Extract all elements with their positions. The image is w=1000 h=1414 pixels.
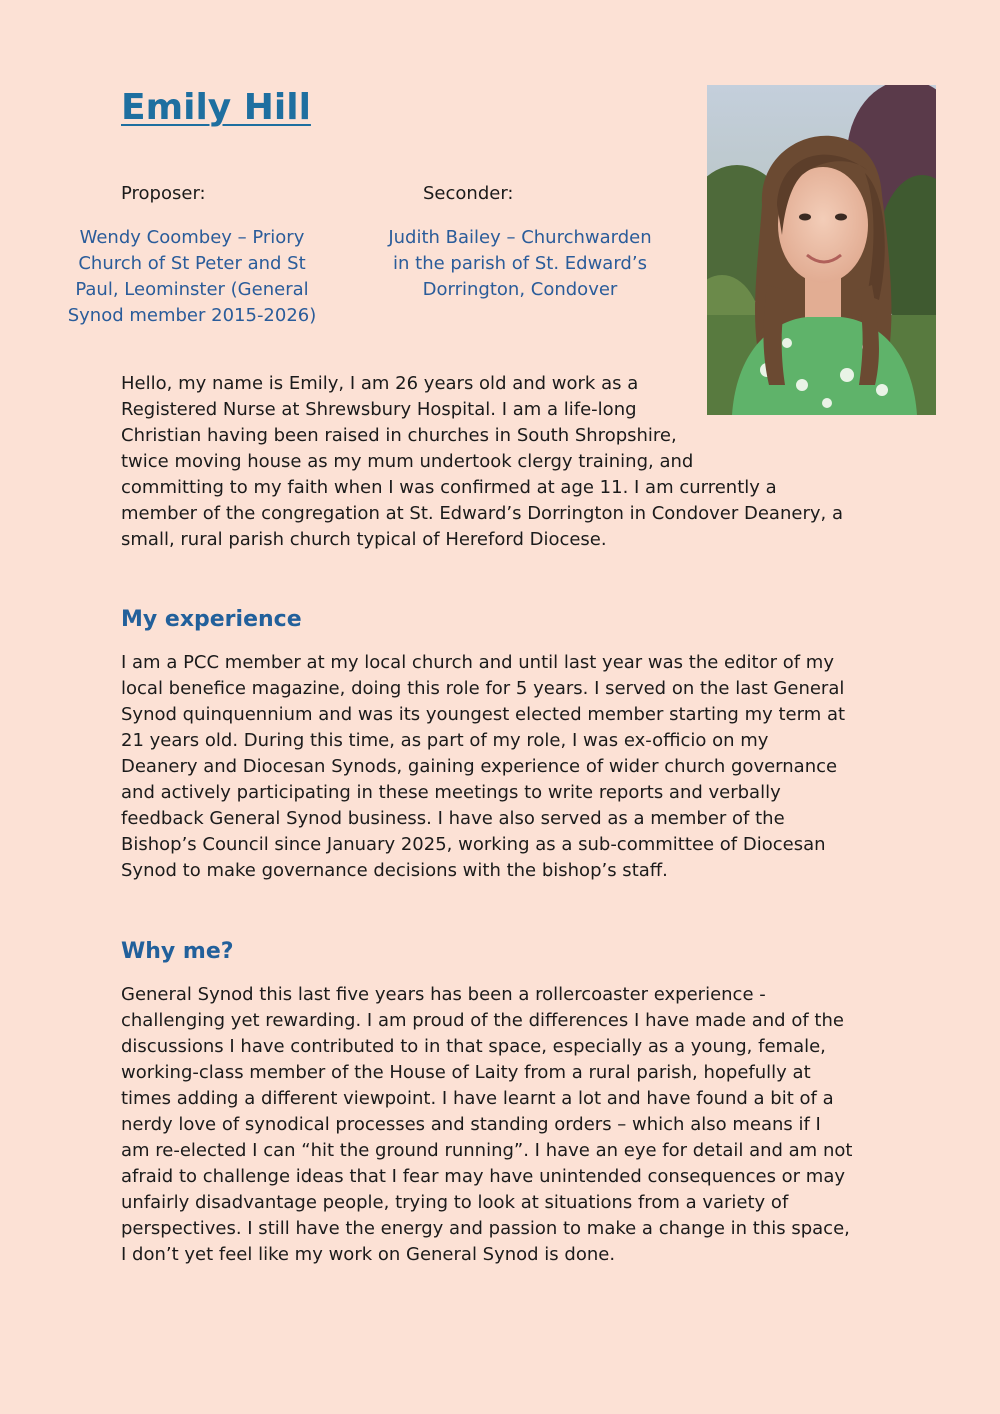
why-me-heading: Why me?	[121, 939, 234, 964]
proposer-details	[56, 225, 328, 329]
experience-line: Synod quinquennium and was its youngest elected member starting my term at	[121, 704, 846, 725]
proposer-line: Synod member 2015-2026)	[67, 305, 317, 326]
experience-line: Bishop’s Council since January 2025, working as a sub-committee of Diocesan	[121, 834, 826, 855]
intro-line: committing to my faith when I was confirmed at age 11. I am currently a	[121, 477, 777, 498]
proposer-line: Paul, Leominster (General	[75, 279, 309, 300]
intro-line: small, rural parish church typical of Hereford Diocese.	[121, 529, 607, 550]
seconder-line: Judith Bailey – Churchwarden	[388, 227, 652, 248]
why-me-line: challenging yet rewarding. I am proud of the differences I have made and of the	[121, 1010, 844, 1031]
why-me-line: am re-elected I can “hit the ground running”. I have an eye for detail and am not	[121, 1140, 853, 1161]
experience-line: local benefice magazine, doing this role for 5 years. I served on the last General	[121, 678, 845, 699]
experience-line: feedback General Synod business. I have also served as a member of the	[121, 808, 785, 829]
why-me-line: General Synod this last five years has been a rollercoaster experience -	[121, 984, 766, 1005]
experience-heading: My experience	[121, 607, 302, 632]
candidate-photo	[707, 85, 936, 415]
why-me-line: times adding a different viewpoint. I have learnt a lot and have found a bit of a	[121, 1088, 834, 1109]
why-me-line: perspectives. I still have the energy and passion to make a change in this space,	[121, 1218, 850, 1239]
why-me-paragraph	[121, 982, 891, 1268]
intro-line: member of the congregation at St. Edward’s Dorrington in Condover Deanery, a	[121, 503, 843, 524]
experience-paragraph	[121, 650, 881, 884]
seconder-line: Dorrington, Condover	[422, 279, 618, 300]
why-me-line: unfairly disadvantage people, trying to look at situations from a variety of	[121, 1192, 789, 1213]
candidate-name: Emily Hill	[121, 87, 311, 128]
experience-line: and actively participating in these meetings to write reports and verbally	[121, 782, 781, 803]
intro-line: Hello, my name is Emily, I am 26 years old and work as a	[121, 373, 639, 394]
experience-line: I am a PCC member at my local church and until last year was the editor of my	[121, 652, 834, 673]
intro-line: Registered Nurse at Shrewsbury Hospital. I am a life-long	[121, 399, 637, 420]
why-me-line: discussions I have contributed to in that space, especially as a young, female,	[121, 1036, 826, 1057]
experience-line: Deanery and Diocesan Synods, gaining experience of wider church governance	[121, 756, 838, 777]
intro-paragraph	[121, 371, 843, 553]
seconder-label: Seconder:	[423, 183, 514, 204]
why-me-line: working-class member of the House of Laity from a rural parish, hopefully at	[121, 1062, 811, 1083]
candidate-portrait-illustration	[707, 85, 936, 415]
why-me-line: afraid to challenge ideas that I fear may have unintended consequences or may	[121, 1166, 846, 1187]
seconder-details	[374, 225, 666, 303]
proposer-label: Proposer:	[121, 183, 206, 204]
experience-line: 21 years old. During this time, as part of my role, I was ex-officio on my	[121, 730, 769, 751]
proposer-line: Church of St Peter and St	[78, 253, 306, 274]
seconder-line: in the parish of St. Edward’s	[393, 253, 647, 274]
experience-line: Synod to make governance decisions with the bishop’s staff.	[121, 860, 668, 881]
why-me-line: nerdy love of synodical processes and standing orders – which also means if I	[121, 1114, 821, 1135]
why-me-line: I don’t yet feel like my work on General Synod is done.	[121, 1244, 616, 1265]
intro-line: Christian having been raised in churches in South Shropshire,	[121, 425, 677, 446]
intro-line: twice moving house as my mum undertook clergy training, and	[121, 451, 694, 472]
proposer-line: Wendy Coombey – Priory	[79, 227, 305, 248]
